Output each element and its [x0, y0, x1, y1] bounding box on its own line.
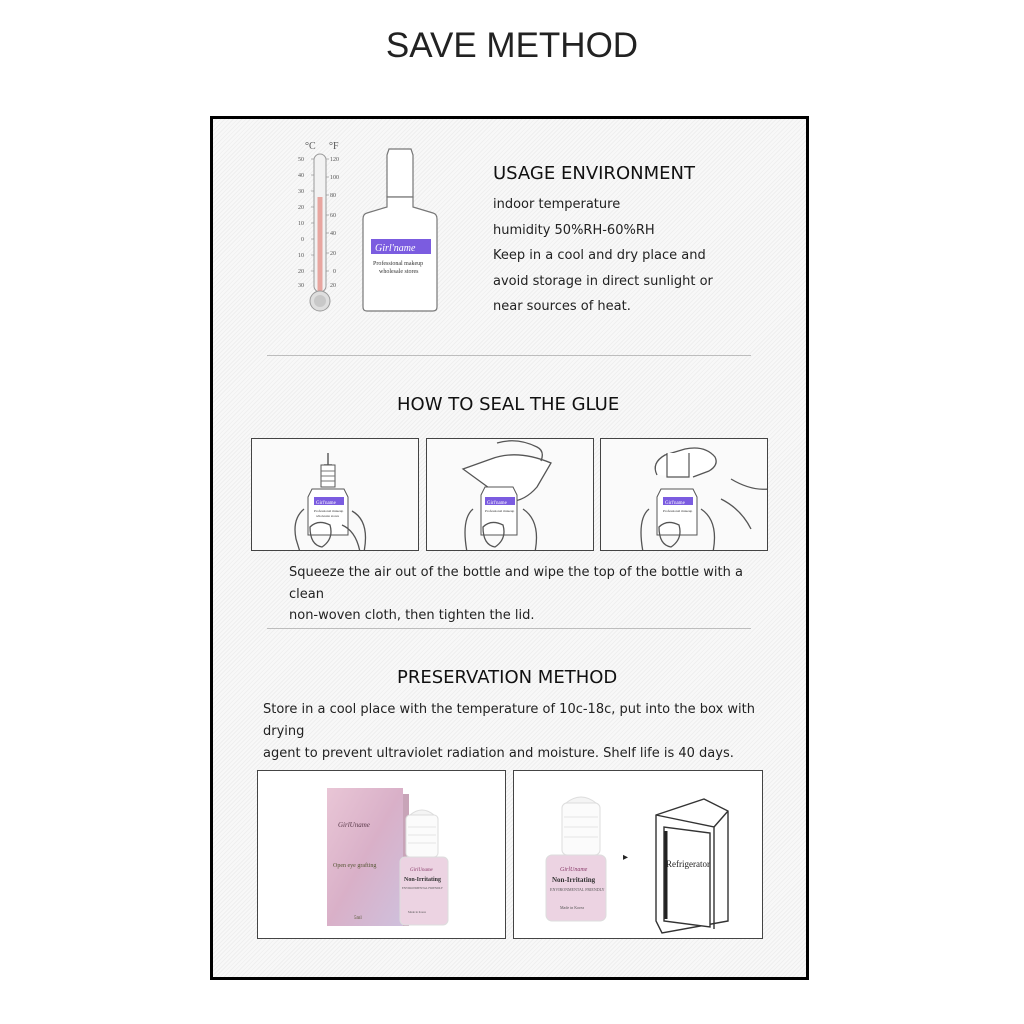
svg-text:ENVIRONMENTAL FRIENDLY: ENVIRONMENTAL FRIENDLY [550, 887, 605, 892]
refrigerator-frame [513, 770, 763, 939]
svg-text:5ml: 5ml [354, 916, 362, 921]
svg-text:30: 30 [298, 283, 304, 289]
page-title: SAVE METHOD [385, 26, 639, 65]
usage-line: near sources of heat. [493, 299, 631, 314]
svg-text:GirlUname: GirlUname [410, 868, 433, 873]
svg-text:40: 40 [330, 231, 336, 237]
svg-text:Professional makeup: Professional makeup [485, 509, 515, 513]
svg-text:Girl'name: Girl'name [665, 501, 685, 506]
preservation-text [263, 699, 793, 765]
svg-text:Non-Irritating: Non-Irritating [404, 877, 441, 883]
svg-text:20: 20 [330, 251, 336, 257]
refrigerator-label: Refrigerator [666, 859, 710, 869]
svg-text:20: 20 [298, 269, 304, 275]
svg-text:20: 20 [298, 205, 304, 211]
svg-text:wholesale stores: wholesale stores [316, 514, 340, 518]
svg-text:Girl'name: Girl'name [487, 501, 507, 506]
svg-text:10: 10 [298, 221, 304, 227]
seal-step-2 [426, 438, 594, 551]
content-panel [210, 116, 809, 980]
svg-text:50: 50 [298, 157, 304, 163]
svg-text:Girl'name: Girl'name [375, 243, 416, 254]
usage-line: indoor temperature [493, 197, 621, 212]
svg-text:Non-Irritating: Non-Irritating [552, 876, 596, 884]
glue-bottle-icon [361, 147, 441, 315]
svg-text:10: 10 [298, 253, 304, 259]
usage-heading: USAGE ENVIRONMENT [493, 163, 695, 184]
seal-caption-line: non-woven cloth, then tighten the lid. [289, 608, 535, 623]
product-box [327, 788, 403, 926]
usage-line: humidity 50%RH-60%RH [493, 222, 655, 238]
svg-text:GirlUname: GirlUname [338, 821, 370, 829]
thermometer-icon [293, 137, 353, 315]
svg-text:Professional makeup: Professional makeup [663, 509, 693, 513]
svg-text:100: 100 [330, 175, 339, 181]
svg-text:20: 20 [330, 283, 336, 289]
seal-caption [289, 562, 769, 627]
seal-step-3 [600, 438, 768, 551]
seal-caption-line: Squeeze the air out of the bottle and wipe the top of the bottle with a clean [289, 565, 743, 602]
fahrenheit-unit-label: °F [329, 141, 339, 152]
svg-text:wholesale stores: wholesale stores [379, 269, 419, 275]
svg-text:40: 40 [298, 173, 304, 179]
preservation-heading: PRESERVATION METHOD [397, 667, 618, 688]
svg-text:Girl'name: Girl'name [316, 501, 336, 506]
celsius-unit-label: °C [305, 141, 316, 152]
usage-line: avoid storage in direct sunlight or [493, 273, 713, 289]
section-divider [267, 355, 751, 356]
thermometer-mercury [318, 197, 323, 297]
section-divider [267, 628, 751, 629]
svg-text:30: 30 [298, 189, 304, 195]
svg-text:GirlUname: GirlUname [560, 867, 588, 873]
usage-line: Keep in a cool and dry place and [493, 248, 706, 263]
svg-text:ENVIRONMENTAL FRIENDLY: ENVIRONMENTAL FRIENDLY [402, 886, 443, 890]
product-photo-frame [257, 770, 506, 939]
arrow-right-icon: ▸ [623, 852, 629, 863]
svg-text:Professional makeup: Professional makeup [314, 509, 344, 513]
svg-text:0: 0 [333, 269, 336, 275]
seal-step-1 [251, 438, 419, 551]
svg-text:Made in Korea: Made in Korea [560, 905, 584, 910]
preservation-line: Store in a cool place with the temperature of 10c-18c, put into the box with drying [263, 702, 755, 739]
svg-text:Made in Korea: Made in Korea [408, 910, 426, 914]
svg-text:60: 60 [330, 213, 336, 219]
svg-text:Professional makeup: Professional makeup [373, 261, 424, 267]
svg-text:120: 120 [330, 157, 339, 163]
usage-text [493, 192, 793, 320]
svg-text:Open eye grafting: Open eye grafting [333, 863, 377, 869]
svg-text:0: 0 [301, 237, 304, 243]
preservation-line: agent to prevent ultraviolet radiation and moisture. Shelf life is 40 days. [263, 746, 734, 761]
seal-heading: HOW TO SEAL THE GLUE [397, 394, 620, 415]
svg-text:80: 80 [330, 193, 336, 199]
